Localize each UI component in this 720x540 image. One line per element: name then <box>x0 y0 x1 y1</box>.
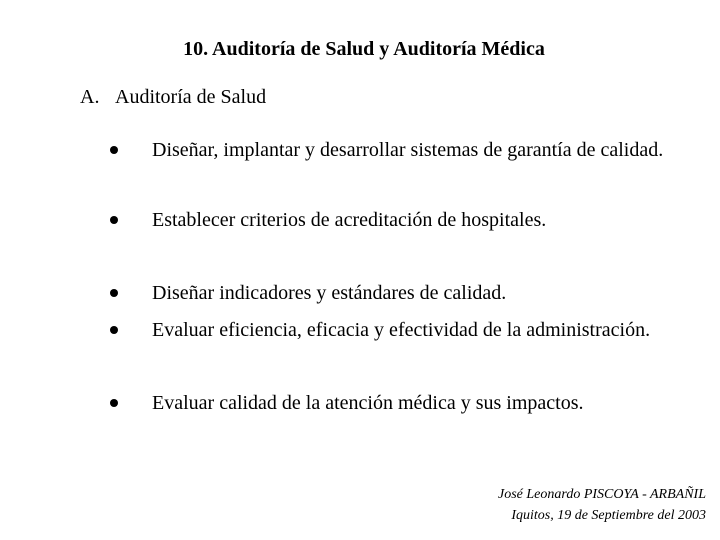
section-title: Auditoría de Salud <box>115 86 267 108</box>
footer-place-date: Iquitos, 19 de Septiembre del 2003 <box>511 508 706 523</box>
bullet-item <box>110 276 696 311</box>
footer-author: José Leonardo PISCOYA - ARBAÑIL <box>498 487 706 502</box>
bullet-text: Diseñar indicadores y estándares de calidad. <box>152 282 507 304</box>
bullet-dot-icon <box>110 289 118 297</box>
slide-title: 10. Auditoría de Salud y Auditoría Médica <box>183 38 545 60</box>
section-heading <box>80 86 266 109</box>
bullet-dot-icon <box>110 216 118 224</box>
bullet-text: Evaluar calidad de la atención médica y sus impactos. <box>152 392 584 414</box>
bullet-text: Evaluar eficiencia, eficacia y efectividad de la administración. <box>152 319 651 341</box>
bullet-item <box>110 133 696 168</box>
section-letter: A. <box>80 86 100 108</box>
bullet-dot-icon <box>110 399 118 407</box>
bullet-text: Diseñar, implantar y desarrollar sistemas de garantía de calidad. <box>152 139 664 161</box>
footer <box>498 484 706 526</box>
bullet-item <box>110 313 696 348</box>
bullet-dot-icon <box>110 146 118 154</box>
bullet-item <box>110 203 696 238</box>
bullet-item <box>110 386 696 421</box>
bullet-dot-icon <box>110 326 118 334</box>
bullet-text: Establecer criterios de acreditación de hospitales. <box>152 209 547 231</box>
